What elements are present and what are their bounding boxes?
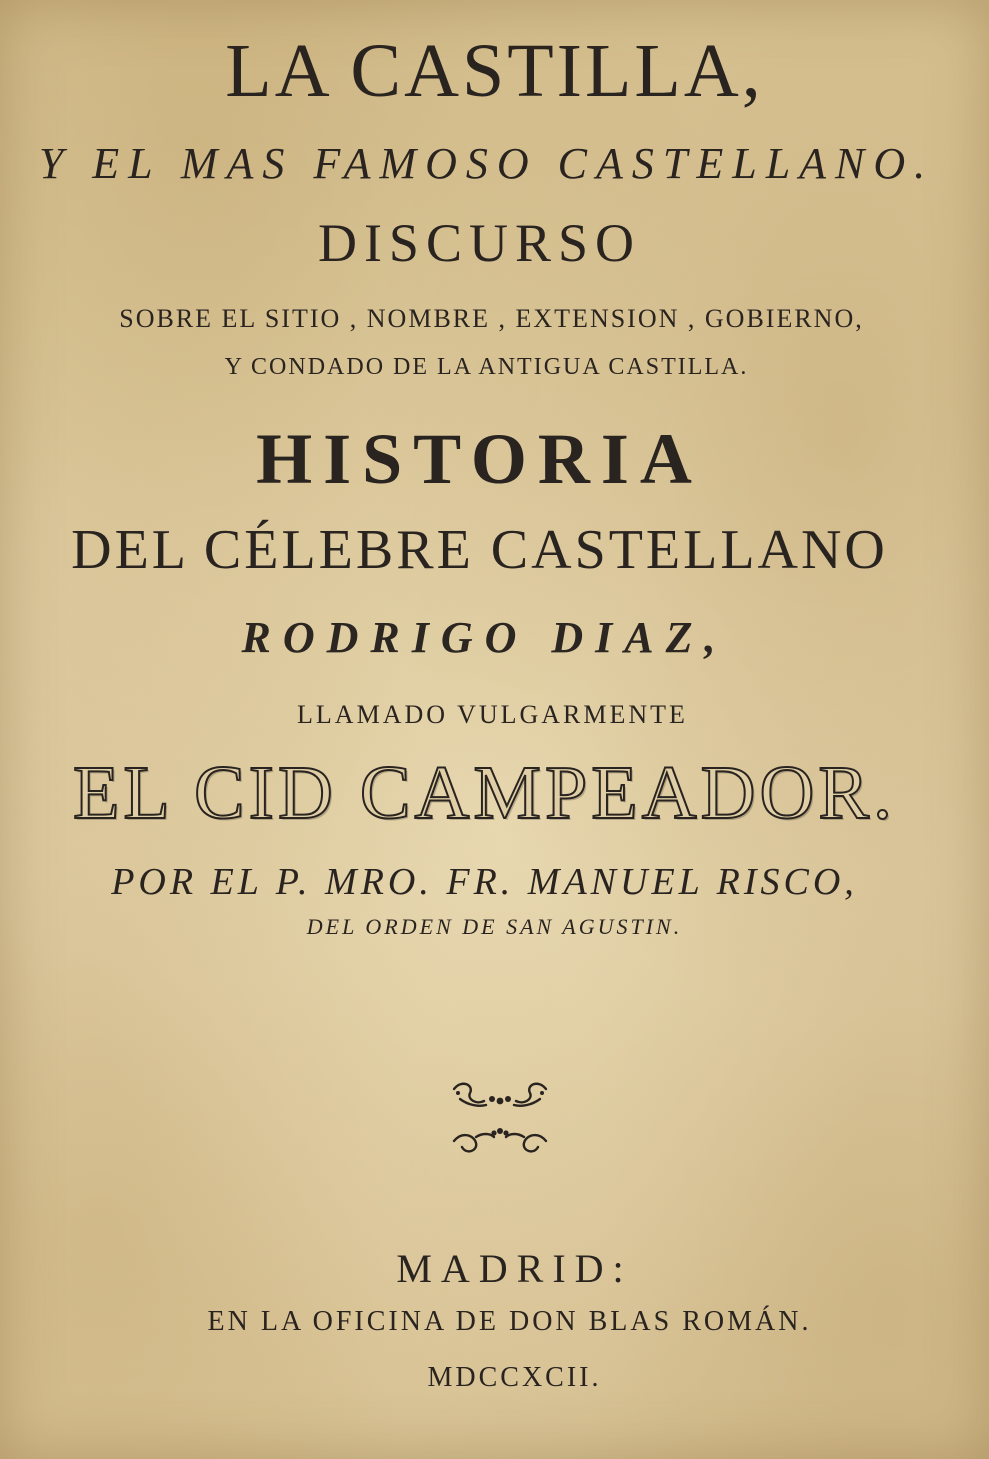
order-line: DEL ORDEN DE SAN AGUSTIN. (306, 914, 683, 939)
discourse-line-1: SOBRE EL SITIO , NOMBRE , EXTENSION , GOBIERNO, (119, 304, 864, 333)
book-subtitle: Y EL MAS FAMOSO CASTELLANO. (38, 139, 935, 188)
discourse-line-2: Y CONDADO DE LA ANTIGUA CASTILLA. (224, 354, 749, 380)
discourse-heading: DISCURSO (317, 213, 642, 273)
history-heading: HISTORIA (256, 419, 703, 499)
imprint-city: MADRID: (396, 1246, 633, 1291)
celebre-line: DEL CÉLEBRE CASTELLANO (71, 519, 888, 581)
epithet: EL CID CAMPEADOR. (72, 751, 897, 835)
called-line: LLAMADO VULGARMENTE (297, 700, 688, 729)
author-line: POR EL P. MRO. FR. MANUEL RISCO, (111, 861, 858, 903)
imprint-year: MDCCXCII. (427, 1362, 602, 1393)
printer-ornament-icon (440, 1075, 560, 1165)
imprint-printer: EN LA OFICINA DE DON BLAS ROMÁN. (207, 1306, 812, 1337)
book-title: LA CASTILLA, (225, 29, 764, 113)
subject-name: RODRIGO DIAZ, (241, 613, 728, 662)
